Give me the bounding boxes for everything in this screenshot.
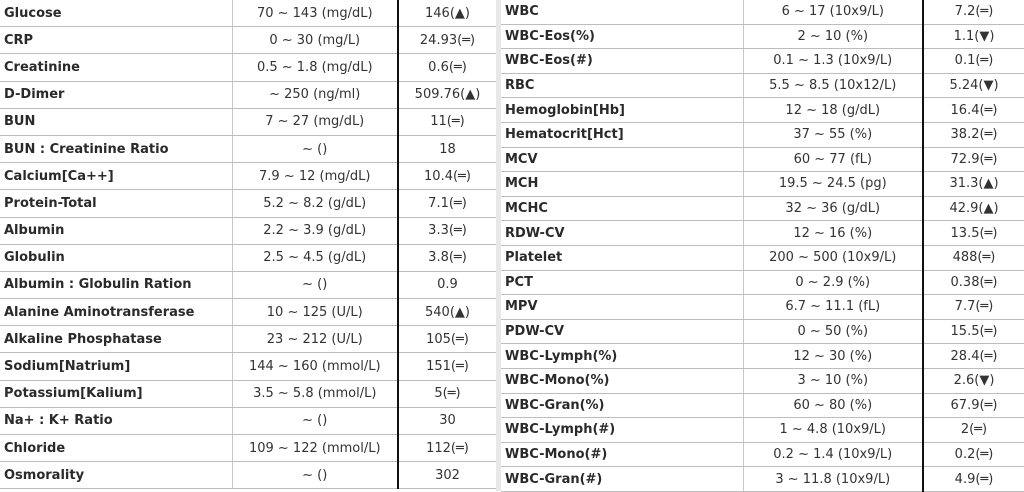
reference-range: 3 ~ 10 (%) [743,368,923,393]
test-name: Chloride [0,435,232,462]
reference-range: ~ 250 (ng/ml) [232,81,398,108]
result-value: 13.5(═) [923,221,1024,246]
result-row [501,393,1024,418]
result-row [501,172,1024,197]
result-row [0,244,496,271]
result-row [501,344,1024,369]
reference-range: 70 ~ 143 (mg/dL) [232,0,398,27]
test-name: MPV [501,295,743,320]
reference-range: 5.2 ~ 8.2 (g/dL) [232,190,398,217]
reference-range: 2.2 ~ 3.9 (g/dL) [232,217,398,244]
hematology-results-panel [501,0,1024,491]
test-name: Platelet [501,245,743,270]
reference-range: 144 ~ 160 (mmol/L) [232,353,398,380]
chemistry-results-table [0,0,496,489]
test-name: Alkaline Phosphatase [0,326,232,353]
result-value: 146(▲) [398,0,496,27]
result-value: 5.24(▼) [923,73,1024,98]
reference-range: ~ () [232,135,398,162]
test-name: MCV [501,147,743,172]
result-row [0,217,496,244]
reference-range: 1 ~ 4.8 (10x9/L) [743,418,923,443]
reference-range: 37 ~ 55 (%) [743,122,923,147]
test-name: Na+ : K+ Ratio [0,407,232,434]
result-row [0,135,496,162]
result-row [501,368,1024,393]
result-row [501,270,1024,295]
result-value: 28.4(═) [923,344,1024,369]
result-row [0,435,496,462]
test-name: Glucose [0,0,232,27]
reference-range: 0.5 ~ 1.8 (mg/dL) [232,54,398,81]
result-row [0,54,496,81]
reference-range: 0 ~ 50 (%) [743,319,923,344]
result-value: 488(═) [923,245,1024,270]
result-value: 0.38(═) [923,270,1024,295]
result-row [0,353,496,380]
reference-range: 0 ~ 2.9 (%) [743,270,923,295]
test-name: WBC-Lymph(#) [501,418,743,443]
test-name: BUN : Creatinine Ratio [0,135,232,162]
chemistry-results-panel [0,0,496,491]
test-name: D-Dimer [0,81,232,108]
test-name: Protein-Total [0,190,232,217]
result-row [501,196,1024,221]
reference-range: 3.5 ~ 5.8 (mmol/L) [232,380,398,407]
test-name: WBC-Eos(#) [501,49,743,74]
reference-range: 60 ~ 77 (fL) [743,147,923,172]
test-name: Globulin [0,244,232,271]
result-row [0,462,496,489]
result-value: 18 [398,135,496,162]
reference-range: 12 ~ 16 (%) [743,221,923,246]
result-row [0,108,496,135]
test-name: Alanine Aminotransferase [0,299,232,326]
test-name: MCH [501,172,743,197]
reference-range: 23 ~ 212 (U/L) [232,326,398,353]
result-row [501,221,1024,246]
reference-range: 5.5 ~ 8.5 (10x12/L) [743,73,923,98]
test-name: RBC [501,73,743,98]
test-name: Calcium[Ca++] [0,163,232,190]
result-row [501,49,1024,74]
hematology-results-body [501,0,1024,491]
test-name: Creatinine [0,54,232,81]
result-value: 4.9(═) [923,467,1024,492]
test-name: WBC-Eos(%) [501,24,743,49]
test-name: RDW-CV [501,221,743,246]
result-value: 7.2(═) [923,0,1024,24]
result-row [0,299,496,326]
test-name: WBC-Lymph(%) [501,344,743,369]
test-name: BUN [0,108,232,135]
result-value: 42.9(▲) [923,196,1024,221]
reference-range: ~ () [232,462,398,489]
test-name: CRP [0,27,232,54]
test-name: Sodium[Natrium] [0,353,232,380]
result-value: 10.4(═) [398,163,496,190]
result-row [501,295,1024,320]
reference-range: 32 ~ 36 (g/dL) [743,196,923,221]
result-value: 7.7(═) [923,295,1024,320]
result-row [0,0,496,27]
test-name: PCT [501,270,743,295]
hematology-results-table [501,0,1024,492]
reference-range: 60 ~ 80 (%) [743,393,923,418]
result-value: 2.6(▼) [923,368,1024,393]
result-row [501,24,1024,49]
result-row [501,0,1024,24]
result-value: 509.76(▲) [398,81,496,108]
reference-range: 6 ~ 17 (10x9/L) [743,0,923,24]
result-value: 302 [398,462,496,489]
result-row [501,122,1024,147]
reference-range: 2.5 ~ 4.5 (g/dL) [232,244,398,271]
reference-range: 7 ~ 27 (mg/dL) [232,108,398,135]
reference-range: ~ () [232,271,398,298]
result-value: 105(═) [398,326,496,353]
reference-range: 0.1 ~ 1.3 (10x9/L) [743,49,923,74]
test-name: WBC-Gran(%) [501,393,743,418]
reference-range: ~ () [232,407,398,434]
reference-range: 0.2 ~ 1.4 (10x9/L) [743,442,923,467]
result-value: 0.9 [398,271,496,298]
result-row [501,98,1024,123]
result-row [0,407,496,434]
result-value: 38.2(═) [923,122,1024,147]
result-value: 2(═) [923,418,1024,443]
result-value: 0.6(═) [398,54,496,81]
result-row [0,81,496,108]
result-value: 540(▲) [398,299,496,326]
result-value: 67.9(═) [923,393,1024,418]
test-name: WBC-Gran(#) [501,467,743,492]
test-name: Potassium[Kalium] [0,380,232,407]
result-value: 30 [398,407,496,434]
result-value: 3.3(═) [398,217,496,244]
result-value: 0.1(═) [923,49,1024,74]
result-value: 151(═) [398,353,496,380]
result-row [501,147,1024,172]
test-name: Hemoglobin[Hb] [501,98,743,123]
result-row [501,467,1024,492]
test-name: Hematocrit[Hct] [501,122,743,147]
reference-range: 3 ~ 11.8 (10x9/L) [743,467,923,492]
reference-range: 7.9 ~ 12 (mg/dL) [232,163,398,190]
result-value: 16.4(═) [923,98,1024,123]
reference-range: 10 ~ 125 (U/L) [232,299,398,326]
result-row [0,27,496,54]
result-row [0,326,496,353]
reference-range: 12 ~ 30 (%) [743,344,923,369]
result-value: 5(═) [398,380,496,407]
result-value: 112(═) [398,435,496,462]
reference-range: 109 ~ 122 (mmol/L) [232,435,398,462]
result-value: 24.93(═) [398,27,496,54]
result-row [501,73,1024,98]
result-row [501,418,1024,443]
chemistry-results-body [0,0,496,489]
reference-range: 0 ~ 30 (mg/L) [232,27,398,54]
test-name: Albumin : Globulin Ration [0,271,232,298]
reference-range: 6.7 ~ 11.1 (fL) [743,295,923,320]
result-value: 0.2(═) [923,442,1024,467]
result-row [0,163,496,190]
test-name: MCHC [501,196,743,221]
result-value: 11(═) [398,108,496,135]
result-row [501,319,1024,344]
test-name: WBC [501,0,743,24]
reference-range: 19.5 ~ 24.5 (pg) [743,172,923,197]
test-name: WBC-Mono(%) [501,368,743,393]
test-name: Osmorality [0,462,232,489]
result-row [501,442,1024,467]
reference-range: 200 ~ 500 (10x9/L) [743,245,923,270]
result-value: 1.1(▼) [923,24,1024,49]
result-value: 3.8(═) [398,244,496,271]
result-row [501,245,1024,270]
reference-range: 12 ~ 18 (g/dL) [743,98,923,123]
reference-range: 2 ~ 10 (%) [743,24,923,49]
test-name: PDW-CV [501,319,743,344]
result-value: 15.5(═) [923,319,1024,344]
result-row [0,271,496,298]
result-value: 31.3(▲) [923,172,1024,197]
result-value: 72.9(═) [923,147,1024,172]
test-name: WBC-Mono(#) [501,442,743,467]
result-row [0,380,496,407]
result-row [0,190,496,217]
result-value: 7.1(═) [398,190,496,217]
test-name: Albumin [0,217,232,244]
